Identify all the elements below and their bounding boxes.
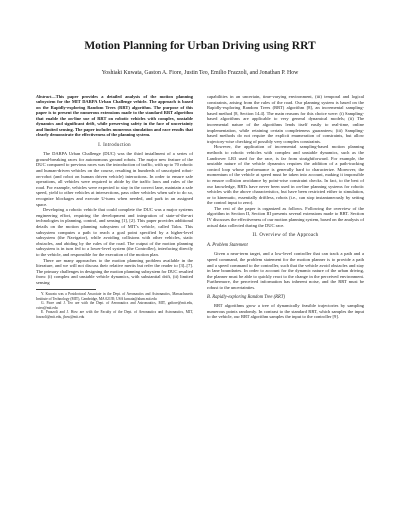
abstract [36,94,193,138]
abstract-text: This paper provides a detailed analysis of the motion planning subsystem for the MIT DARPA Urban Challenge vehicle. The approach is based on the Rapidly-exploring Random Trees (RRT) algorithm. The purpose of this paper is to present the numerous extensions made to the standard RRT algorithm that enable the on-line use of RRT on robotic vehicles with complex, unstable dynamics and significant drift, while preserving safety in the face of uncertainty and limited sensing. The paper includes numerous simulation and race results that clearly demonstrate the effectiveness of the planning system. [36,94,193,138]
intro-paragraph-4: However, the application of incremental sampling-based motion planning methods to robotic vehicles with complex and unstable dynamics, such as the Landrover LR3 used for the race, is far from straightforward. For example, the unstable nature of the vehicle dynamics requires the addition of a path-tracking control loop whose performance is generally hard to characterize. Moreover, the momentum of the vehicle at speed must be taken into account, making it impossible to ensure collision avoidance by point-wise constraint checks. In fact, to the best of our knowledge, RRTs have never been used in on-line planning systems for robotic vehicles with the above characteristics, but have been restricted either to simulation, or to kinematic, essentially driftless, robots (i.e., can stop instantaneously by setting the control input to zero). [207,144,364,206]
abstract-label: Abstract— [36,94,56,99]
subsection-heading-rrt: B. Rapidly-exploring Random Tree (RRT) [207,294,286,300]
intro-paragraph-3-cont: capabilities in an uncertain, time-varying environment, (iii) temporal and logical constraints, arising from the rules of the road. Our planning system is based on the Rapidly-exploring Random Trees (RRT) algorithm [8], an incremental sampling-based method [8, Section 14.4]. The main reasons for this choice were: (i) Sampling-based algorithms are applicable to very general dynamical models; (ii) The incremental nature of the algorithms lends itself easily to real-time, online implementation, while retaining certain completeness guarantees; (iii) Sampling-based methods do not require the explicit enumeration of constraints, but allow trajectory-wise checking of possibly very complex constraints. [207,94,364,144]
left-column [36,94,193,319]
intro-paragraph-5: The rest of the paper is organized as follows. Following the overview of the algorithm in Section II, Section III presents several extensions made to RRT. Section IV discusses the effectiveness of our motion planning system, based on the analysis of actual data collected during the DUC race. [207,205,364,228]
rrt-paragraph: RRT algorithms grow a tree of dynamically feasible trajectories by sampling numerous points randomly. In contrast to the standard RRT, which samples the input to the vehicle, our RRT algorithm samples the input to the controller [9]. [207,303,364,320]
subsection-heading-problem-statement: A. Problem Statement [207,242,248,248]
footnote: G. Fiore and J. Teo are with the Dept. of Aeronautics and Astronautics, MIT, gafiore@mit.edu, csteo@mit.edu [36,301,193,310]
right-column [207,94,364,320]
intro-paragraph-1: The DARPA Urban Challenge (DUC) was the third installment of a series of ground-breaking races for autonomous ground robots. The major new feature of the DUC compared to previous races was the introduction of traffic, with up to 70 robotic and human-driven vehicles on the course, resulting in hundreds of unscripted robot-on-robot (and robot on human driven vehicle) interactions. In order to ensure safe operations, all vehicles were required to abide by the traffic laws and rules of the road. For example, vehicles were expected to stay in the correct lane, maintain a safe speed, yield to other vehicles at intersections, pass other vehicles when safe to do so, recognize blockages and execute U-turns when needed, and park in an assigned space. [36,151,193,207]
footnote: Y. Kuwata was a Postdoctoral Associate in the Dept. of Aeronautics and Astronautics, Massachusetts Institute of Technology (MIT), Cambridge, MA 02139, USA kuwata@alum.mit.edu [36,292,193,301]
footnote: E. Frazzoli and J. How are with the Faculty of the Dept. of Aeronautics and Astronautics, MIT, frazzoli@mit.edu, jhow@mit.edu [36,310,193,319]
paper-authors: Yoshiaki Kuwata, Gaston A. Fiore, Justin Teo, Emilio Frazzoli, and Jonathan P. How [101,70,299,76]
intro-paragraph-3: There are many approaches to the motion planning problem available in the literature, and we will not discuss their relative merits but refer the reader to [3]–[7]. The primary challenges in designing the motion planning subsystem for DUC resulted from: (i) complex and unstable vehicle dynamics, with substantial drift, (ii) limited sensing [36,257,193,285]
paper-title: Motion Planning for Urban Driving using RRT [84,40,316,52]
section-heading-overview: II. Overview of the Approach [252,233,319,239]
intro-paragraph-2: Developing a robotic vehicle that could complete the DUC was a major systems engineering effort, requiring the development and integration of state-of-the-art technologies in planning, control, and sensing [1], [2]. This paper provides additional details on the motion planning subsystem of MIT's vehicle, called Talos. This subsystem computes a path to reach a goal point specified by a higher-level subsystem (the Navigator), while avoiding collisions with other vehicles, static obstacles, and abiding by the rules of the road. The output of the motion planning subsystem is in turn fed to a lower-level system (the Controller), interfacing directly to the vehicle, and responsible for the execution of the motion plan. [36,207,193,257]
problem-statement-paragraph: Given a near-term target, and a low-level controller that can track a path and a speed command, the problem statement for the motion planner is to provide a path and a speed command to the controller, such that the vehicle avoid obstacles and stay in lane boundaries. In order to account for the dynamic nature of the urban driving, the planner must be able to quickly react to the change in the perceived environment. Furthermore, the perceived information has inherent noise, and the RRT must be robust to the uncertainties. [207,251,364,290]
footnote-divider [36,289,96,290]
section-heading-introduction: I. Introduction [98,142,131,148]
